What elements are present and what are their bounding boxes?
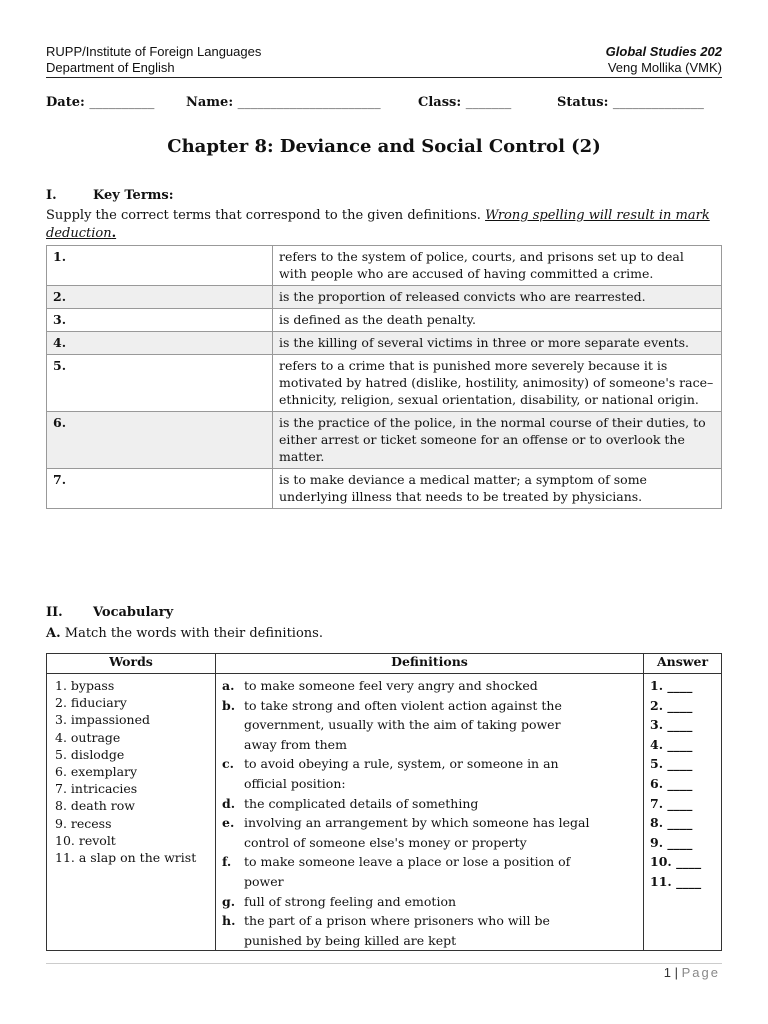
definition-text: the complicated details of something (244, 795, 479, 811)
department-name: Department of English (46, 60, 175, 75)
spelling-warning: Wrong spelling will result in mark deduction (46, 208, 710, 241)
key-terms-table (46, 245, 722, 509)
vocab-definition-line (222, 794, 639, 814)
vocab-definition-line (222, 696, 639, 716)
footer-divider (46, 963, 722, 964)
vocab-definition-line (222, 833, 639, 853)
chapter-title: Chapter 8: Deviance and Social Control (2) (167, 136, 601, 157)
vocab-word: 6. exemplary (55, 764, 138, 780)
page-label: Page (681, 965, 720, 980)
section1-heading: Key Terms: (93, 188, 174, 203)
class-field (418, 95, 511, 110)
key-term-row (47, 412, 722, 469)
definition-text: full of strong feeling and emotion (244, 893, 457, 909)
definitions-header: Definitions (216, 654, 644, 674)
vocab-definition-line (222, 735, 639, 755)
definition-text: government, usually with the aim of taking power (244, 717, 561, 733)
key-term-definition: is to make deviance a medical matter; a symptom of some underlying illness that needs to be treated by physicians. (273, 469, 722, 509)
key-term-definition: is the proportion of released convicts who are rearrested. (273, 286, 722, 309)
name-field (186, 95, 381, 110)
key-term-number: 3. (47, 309, 273, 332)
answer-blank[interactable]: 1. ____ (650, 678, 693, 693)
instructor-name: Veng Mollika (VMK) (607, 60, 722, 75)
class-label: Class: (418, 95, 462, 110)
vocab-definition-line (222, 931, 639, 951)
answer-blank[interactable]: 8. ____ (650, 815, 693, 831)
key-term-number: 4. (47, 332, 273, 355)
answer-blank[interactable]: 5. ____ (650, 756, 693, 772)
institution-name: RUPP/Institute of Foreign Languages (46, 44, 262, 59)
section1-number: I. (46, 188, 57, 203)
date-label: Date: (46, 95, 85, 110)
page-separator: | (674, 965, 678, 980)
words-list (47, 674, 216, 951)
instruction-text: Supply the correct terms that correspond to the given definitions. (46, 208, 481, 223)
vocab-word: 1. bypass (55, 678, 115, 693)
definition-text: involving an arrangement by which someone has legal (244, 815, 590, 831)
definition-text: to take strong and often violent action against the (244, 697, 562, 713)
key-term-row (47, 355, 722, 412)
vocab-definition-line (222, 813, 639, 833)
course-name: Global Studies 202 (605, 44, 722, 59)
part-a-label: A. (46, 626, 61, 641)
key-term-definition: is the killing of several victims in three or more separate events. (273, 332, 722, 355)
date-line: __________ (89, 95, 155, 110)
definition-letter: e. (222, 815, 235, 831)
section1-instruction: Supply the correct terms that correspond to the given definitions. Wrong spelling will result in mark deduction. (46, 208, 710, 241)
key-term-row (47, 246, 722, 286)
vocab-word: 11. a slap on the wrist (55, 850, 197, 866)
definition-letter: c. (222, 756, 234, 772)
definition-letter (222, 735, 244, 755)
definition-letter: b. (222, 697, 236, 713)
words-header: Words (47, 654, 216, 674)
definition-text: the part of a prison where prisoners who will be (244, 913, 550, 929)
section2-heading: Vocabulary (93, 605, 174, 620)
name-label: Name: (186, 95, 234, 110)
definition-text: power (244, 873, 284, 889)
vocab-word: 10. revolt (55, 832, 116, 848)
vocab-definition-line (222, 774, 639, 794)
definition-letter: f. (222, 854, 232, 870)
answer-header: Answer (644, 654, 722, 674)
definition-letter (222, 931, 244, 951)
definition-text: to avoid obeying a rule, system, or someone in an (244, 756, 559, 772)
answer-blank[interactable]: 7. ____ (650, 795, 693, 811)
key-term-number: 5. (47, 355, 273, 412)
vocab-word: 5. dislodge (55, 746, 125, 762)
definition-letter: a. (222, 678, 235, 693)
page-footer (664, 965, 720, 980)
key-term-row (47, 286, 722, 309)
vocab-word: 4. outrage (55, 729, 121, 745)
section2-instruction (46, 625, 323, 643)
key-term-row (47, 309, 722, 332)
vocab-word: 2. fiduciary (55, 695, 127, 711)
definitions-list (216, 674, 644, 951)
definition-text: punished by being killed are kept (244, 932, 457, 948)
key-term-number: 2. (47, 286, 273, 309)
definition-letter: g. (222, 893, 236, 909)
definition-letter (222, 872, 244, 892)
key-term-number: 6. (47, 412, 273, 469)
vocab-word: 7. intricacies (55, 781, 138, 797)
definition-letter (222, 715, 244, 735)
answer-blank[interactable]: 2. ____ (650, 697, 693, 713)
vocab-definition-line (222, 892, 639, 912)
definition-text: official position: (244, 775, 346, 791)
key-term-definition: is defined as the death penalty. (273, 309, 722, 332)
answer-blank[interactable]: 4. ____ (650, 736, 693, 752)
definition-letter (222, 833, 244, 853)
definition-text: control of someone else's money or property (244, 834, 527, 850)
answer-blank[interactable]: 10. ____ (650, 854, 702, 870)
answer-blank[interactable]: 11. ____ (650, 873, 702, 889)
key-term-definition: refers to the system of police, courts, and prisons set up to deal with people who are accused of having committed a crime. (273, 246, 722, 286)
header-divider (46, 77, 722, 78)
definition-letter (222, 774, 244, 794)
page-number: 1 (663, 965, 671, 980)
answers-list (644, 674, 722, 951)
key-term-number: 7. (47, 469, 273, 509)
vocab-definition-line (222, 911, 639, 931)
definition-letter: d. (222, 795, 236, 811)
answer-blank[interactable]: 3. ____ (650, 717, 693, 733)
status-label: Status: (557, 95, 609, 110)
vocab-word: 8. death row (55, 798, 135, 814)
vocab-definition-line (222, 852, 639, 872)
key-term-row (47, 332, 722, 355)
section2-number: II. (46, 605, 63, 620)
part-a-text: Match the words with their definitions. (64, 626, 323, 641)
vocab-word: 3. impassioned (55, 712, 151, 728)
vocab-definition-line (222, 715, 639, 735)
key-term-row (47, 469, 722, 509)
answer-blank[interactable]: 9. ____ (650, 834, 693, 850)
key-term-definition: refers to a crime that is punished more severely because it is motivated by hatred (dislike, hostility, animosity) of someone's race–ethnicity, religion, sexual orientation, disability, or national origin. (273, 355, 722, 412)
definition-letter: h. (222, 913, 236, 929)
definition-text: to make someone leave a place or lose a position of (244, 854, 571, 870)
key-term-definition: is the practice of the police, in the normal course of their duties, to either arrest or ticket someone for an offense or to overlook the matter. (273, 412, 722, 469)
status-field (557, 95, 704, 110)
name-line: ______________________ (237, 95, 381, 110)
definition-text: away from them (244, 736, 347, 752)
date-field (46, 95, 154, 110)
answer-blank[interactable]: 6. ____ (650, 775, 693, 791)
key-term-number: 1. (47, 246, 273, 286)
vocab-definition-line (222, 754, 639, 774)
definition-text: to make someone feel very angry and shocked (244, 678, 538, 693)
class-line: _______ (465, 95, 512, 110)
vocab-word: 9. recess (55, 815, 112, 831)
vocab-definition-line (222, 676, 639, 696)
status-line: ______________ (612, 95, 704, 110)
vocabulary-table (46, 653, 722, 951)
vocab-definition-line (222, 872, 639, 892)
